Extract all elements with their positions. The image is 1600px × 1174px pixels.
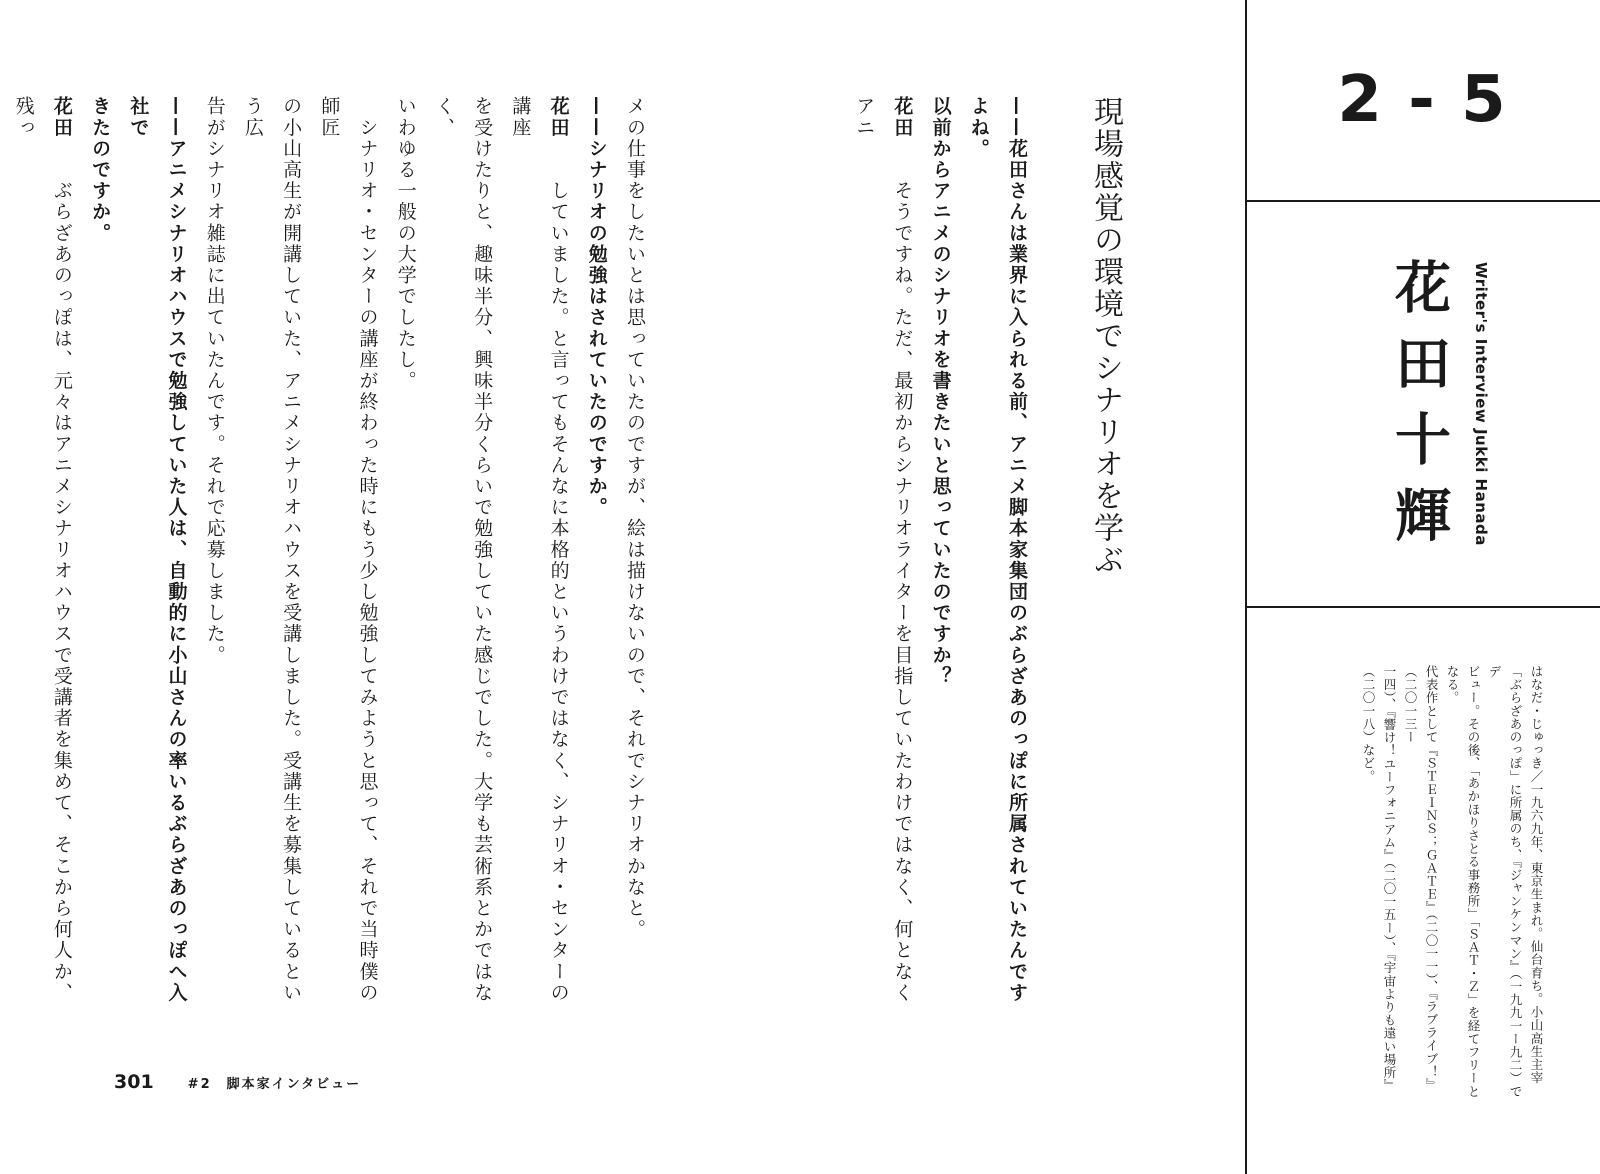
answer-text: ぶらざあのっぽは、元々はアニメシナリオハウスで受講者を集めて、そこから何人か、残っ: [12, 96, 73, 1004]
interview-answer-line: [5, 96, 81, 1016]
interview-question-line: きたのですか。: [89, 96, 112, 244]
sidebar-divider-bottom: [1245, 606, 1600, 608]
answer-text: していました。と言ってもそんなに本格的というわけではなく、シナリオ・センターの講座: [509, 96, 570, 1004]
bio-line: 代表作として『ＳＴＥＩＮＳ；ＧＡＴＥ』（二〇一一）、『ラブライブ！』（二〇一三ー: [1403, 665, 1439, 1092]
answer-text: そうですね。ただ、最初からシナリオライターを目指していたわけではなく、何となくアニ: [853, 96, 914, 1004]
speaker-gap: [548, 138, 570, 180]
section-number: 2 - 5: [1337, 63, 1508, 137]
body-line: [730, 96, 768, 1016]
writer-bio: [1358, 665, 1547, 1105]
bio-line: 一四）、『響け！ユーフォニアム』（二〇一五ー）、『宇宙よりも遠い場所』: [1382, 665, 1397, 1093]
bio-line: ビュー。その後、「あかほりさとる事務所」「ＳＡＴ・Ｚ」を経てフリーとなる。: [1445, 665, 1481, 1098]
interview-question-line: 以前からアニメのシナリオを書きたいと思っていたのですか？: [929, 96, 952, 687]
body-line: いわゆる一般の大学でしたし。: [394, 96, 417, 392]
article-headline: 現場感覚の環境でシナリオを学ぶ: [1088, 96, 1123, 576]
body-line: [769, 96, 807, 1016]
sidebar-divider-top: [1245, 200, 1600, 202]
body-line: [692, 96, 730, 1016]
body-line: 告がシナリオ雑誌に出ていたんです。それで応募しました。: [203, 96, 226, 666]
interview-answer-line: [501, 96, 577, 1016]
body-line: シナリオ・センターの講座が終わった時にもう少し勉強してみようと思って、それで当時僕の師匠: [318, 96, 379, 1004]
writer-name: 花田十輝: [1386, 258, 1451, 562]
bio-line: 「ぶらざあのっぽ」に所属のち、『ジャンケンマン』（一九九一ー九二）でデ: [1487, 665, 1523, 1098]
interview-question-line: ——アニメシナリオハウスで勉強していた人は、自動的に小山さんの率いるぶらざあのっぽへ入社で: [127, 96, 188, 1004]
body-line: の小山高生が開講していた、アニメシナリオハウスを受講しました。受講生を募集しているという広: [241, 96, 303, 1004]
writer-name-english: Writer's Interview Jukki Hanada: [1472, 262, 1490, 546]
body-line: メの仕事をしたいとは思っていたのですが、絵は描けないので、それでシナリオかなと。: [623, 96, 646, 940]
article-body: [12, 96, 1036, 1016]
body-line: [654, 96, 692, 1016]
speaker-gap: [891, 138, 913, 180]
interview-answer-line: [845, 96, 921, 1016]
body-line: [807, 96, 845, 1016]
chapter-title: #2 脚本家インタビュー: [187, 1076, 362, 1092]
speaker-label: 花田: [50, 96, 73, 139]
interview-question-line: ——シナリオの勉強はされていたのですか。: [585, 96, 608, 518]
sidebar-divider-vertical: [1245, 0, 1247, 1174]
speaker-label: 花田: [891, 96, 914, 139]
bio-line: （二〇一八）など。: [1361, 665, 1376, 783]
speaker-gap: [51, 138, 73, 180]
speaker-label: 花田: [547, 96, 570, 139]
interview-question-line: ——花田さんは業界に入られる前、アニメ脚本家集団のぶらざあのっぽに所属されていたんですよね。: [967, 96, 1028, 1004]
bio-line: はなだ・じゅっき／一九六九年、東京生まれ。仙台育ち。小山高生主宰: [1529, 665, 1544, 1085]
body-line: を受けたりと、趣味半分、興味半分くらいで勉強していた感じでした。大学も芸術系とかではなく、: [432, 96, 494, 1004]
page-footer: [114, 1070, 361, 1094]
page-number: 301: [114, 1071, 154, 1093]
body-line: [0, 96, 5, 1016]
